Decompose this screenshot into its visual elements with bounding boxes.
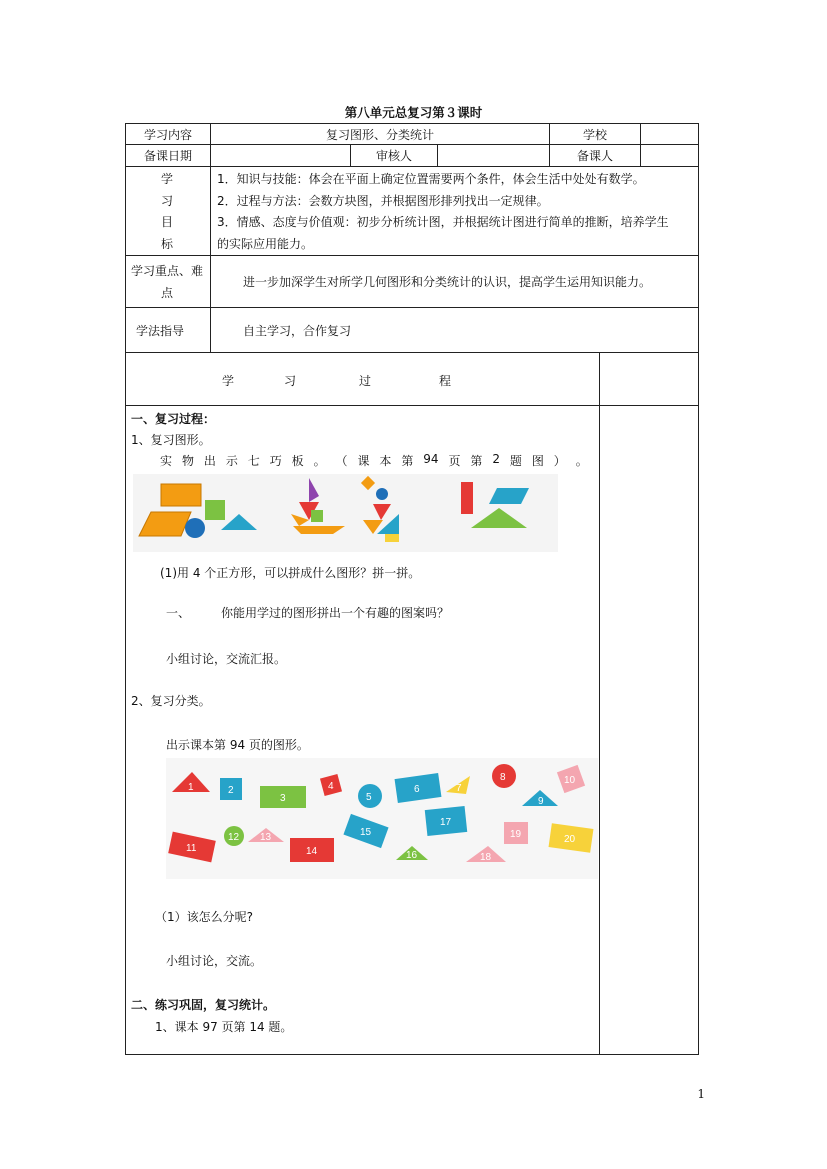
section-instruction: 出示课本第 94 页的图形。 (166, 738, 309, 752)
shape-number: 20 (564, 834, 576, 845)
shape-number: 3 (280, 793, 286, 804)
table-col-rule (437, 144, 438, 166)
shape-number: 12 (228, 832, 240, 843)
shape-number: 4 (328, 781, 334, 792)
reviewer-label: 审核人 (375, 149, 412, 163)
table-rule (125, 255, 699, 256)
shape-number: 17 (440, 817, 452, 828)
page-number: 1 (697, 1087, 705, 1101)
shape-number: 16 (406, 850, 418, 861)
school-label: 学校 (582, 127, 607, 142)
method-label: 学法指导 (136, 324, 185, 338)
key-points-label: 学习重点、难 (131, 264, 204, 278)
tangram-figures-image (133, 474, 558, 552)
objective-item: 的实际应用能力。 (217, 237, 314, 251)
objective-item: 3．情感、态度与价值观：初步分析统计图，并根据统计图进行简单的推断，培养学生 (217, 215, 669, 229)
process-header-char: 习 (284, 374, 297, 388)
table-rule (125, 166, 699, 167)
shape-number: 18 (480, 852, 492, 863)
discussion-1: 小组讨论，交流汇报。 (166, 652, 287, 666)
table-border-left (125, 123, 126, 1055)
shape-number: 5 (366, 792, 372, 803)
table-border-bottom (125, 1054, 699, 1055)
table-border-right (698, 123, 699, 1055)
section-subheading: 1、复习图形。 (131, 433, 211, 447)
table-col-rule (210, 123, 211, 352)
process-header-char: 学 (222, 374, 235, 388)
section-heading: 一、复习过程： (131, 412, 216, 426)
shape-number: 10 (564, 775, 576, 786)
preparer-label: 备课人 (576, 149, 613, 163)
shape-number: 9 (538, 796, 544, 807)
question-3: （1）该怎么分呢? (155, 910, 254, 924)
table-col-rule (599, 352, 600, 1054)
discussion-2: 小组讨论，交流。 (166, 954, 263, 968)
shape-number: 6 (414, 784, 420, 795)
question-2: 你能用学过的图形拼出一个有趣的图案吗？ (221, 606, 450, 620)
content-label: 学习内容 (143, 127, 192, 142)
key-points-label: 点 (161, 286, 174, 300)
objectives-label-char: 学 (161, 172, 174, 186)
shape-number: 15 (360, 827, 372, 838)
page-title: 第八单元总复习第３课时 (344, 105, 483, 120)
shape-number: 11 (186, 843, 197, 854)
shape-number: 14 (306, 846, 318, 857)
shape-number: 13 (260, 832, 272, 843)
table-rule (125, 307, 699, 308)
exercise-item: 1、课本 97 页第 14 题。 (155, 1020, 293, 1034)
objective-item: 1．知识与技能：体会在平面上确定位置需要两个条件，体会生活中处处有数学。 (217, 172, 645, 186)
numbered-shapes-image (166, 758, 598, 879)
process-header-char: 过 (359, 374, 372, 388)
method-text: 自主学习，合作复习 (243, 324, 352, 338)
shape-number: 19 (510, 829, 522, 840)
question-1: (1)用 4 个正方形，可以拼成什么图形？拼一拼。 (160, 566, 421, 580)
shape-number: 1 (188, 782, 194, 793)
section-subheading: 2、复习分类。 (131, 694, 211, 708)
content-value: 复习图形、分类统计 (325, 127, 434, 142)
section-heading: 二、练习巩固，复习统计。 (131, 998, 276, 1012)
objectives-label-char: 目 (161, 215, 174, 229)
question-2-number: 一、 (166, 606, 191, 620)
objectives-label-char: 习 (161, 194, 174, 208)
date-label: 备课日期 (143, 149, 192, 163)
objectives-label-char: 标 (161, 237, 174, 251)
shape-number: 8 (500, 772, 506, 783)
objective-item: 2．过程与方法：会数方块图，并根据图形排列找出一定规律。 (217, 194, 549, 208)
table-rule (125, 352, 699, 353)
table-rule (125, 405, 699, 406)
key-points-text: 进一步加深学生对所学几何图形和分类统计的认识，提高学生运用知识能力。 (243, 275, 652, 289)
process-header-char: 程 (439, 374, 452, 388)
shape-number: 7 (456, 783, 462, 794)
school-value (641, 124, 698, 144)
tangram-instruction: 实 物 出 示 七 巧 板 。 （ 课 本 第 94 页 第 2 题 图 ） 。 (160, 452, 588, 468)
shape-number: 2 (228, 785, 234, 796)
